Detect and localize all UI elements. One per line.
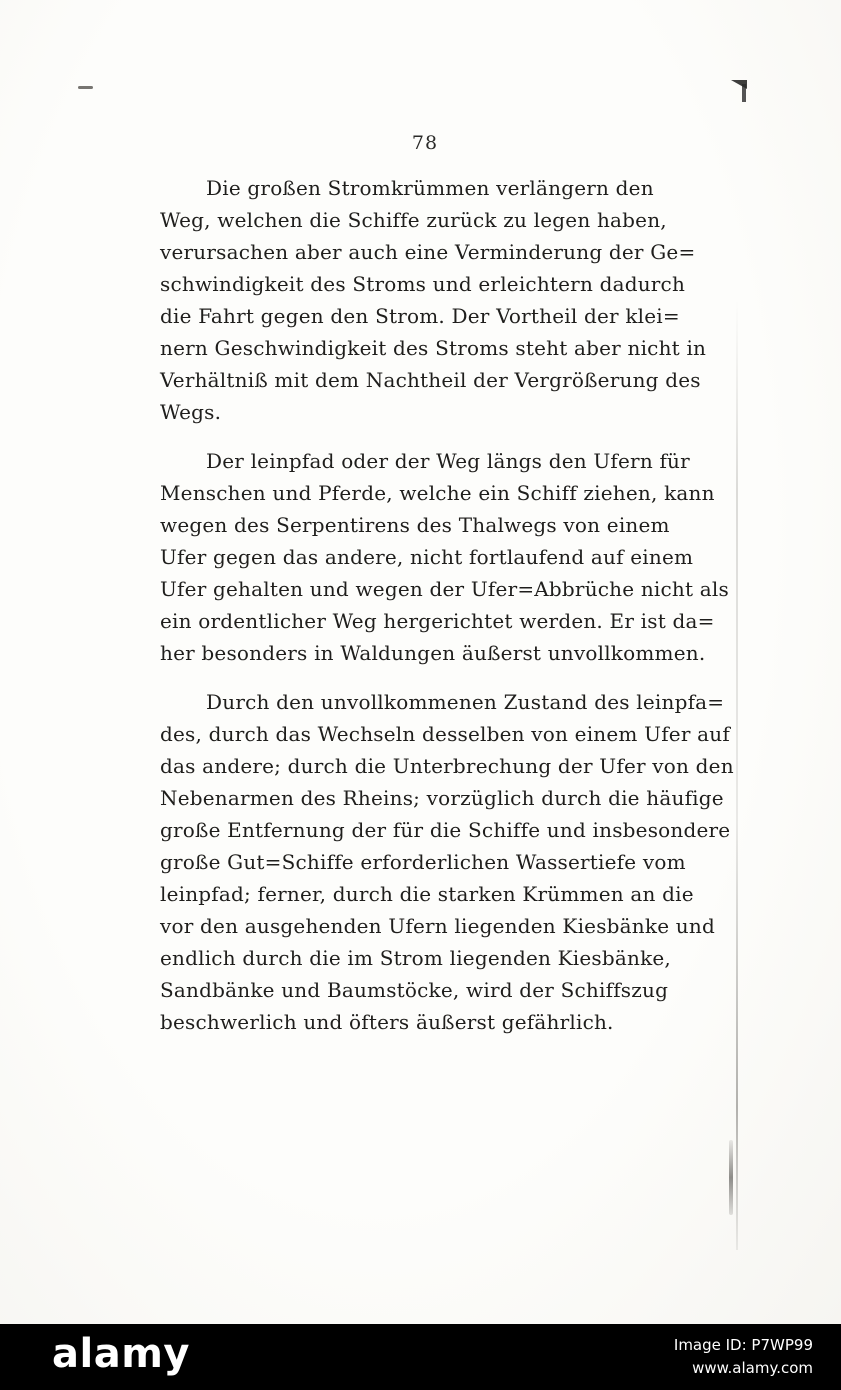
- text-line: Nebenarmen des Rheins; vorzüglich durch die häufige: [160, 786, 724, 810]
- page-corner-mark-stem: [742, 84, 746, 102]
- text-line: große Gut=Schiffe erforderlichen Wassertiefe vom: [160, 850, 686, 874]
- text-line: Wegs.: [160, 400, 222, 424]
- text-line: Menschen und Pferde, welche ein Schiff ziehen, kann: [160, 481, 715, 505]
- watermark-meta: [674, 1334, 813, 1381]
- text-line: Die großen Stromkrümmen verlängern den: [206, 176, 654, 200]
- text-line: endlich durch die im Strom liegenden Kiesbänke,: [160, 946, 671, 970]
- binding-shadow: [736, 300, 738, 1250]
- text-line: her besonders in Waldungen äußerst unvollkommen.: [160, 641, 706, 665]
- text-line: Verhältniß mit dem Nachtheil der Vergrößerung des: [160, 368, 701, 392]
- text-line: Durch den unvollkommenen Zustand des leinpfa=: [206, 690, 725, 714]
- watermark-bar: [0, 1324, 841, 1390]
- text-line: ein ordentlicher Weg hergerichtet werden. Er ist da=: [160, 609, 715, 633]
- text-line: des, durch das Wechseln desselben von einem Ufer auf: [160, 722, 730, 746]
- page-number: 78: [411, 132, 439, 154]
- smudge-mark: [729, 1140, 733, 1215]
- text-line: verursachen aber auch eine Verminderung der Ge=: [160, 240, 696, 264]
- image-id: Image ID: P7WP99: [673, 1335, 813, 1354]
- margin-mark: [78, 86, 93, 89]
- text-line: große Entfernung der für die Schiffe und insbesondere: [160, 818, 731, 842]
- paragraph: [160, 172, 707, 428]
- text-line: wegen des Serpentirens des Thalwegs von einem: [160, 513, 670, 537]
- text-line: Weg, welchen die Schiffe zurück zu legen haben,: [160, 208, 667, 232]
- text-line: Ufer gehalten und wegen der Ufer=Abbrüche nicht als: [160, 577, 729, 601]
- text-line: schwindigkeit des Stroms und erleichtern dadurch: [160, 272, 686, 296]
- paragraph: [160, 445, 729, 669]
- paragraph: [160, 686, 734, 1038]
- text-line: vor den ausgehenden Ufern liegenden Kiesbänke und: [160, 914, 715, 938]
- text-line: Ufer gegen das andere, nicht fortlaufend auf einem: [160, 545, 694, 569]
- text-line: beschwerlich und öfters äußerst gefährlich.: [160, 1010, 614, 1034]
- text-line: die Fahrt gegen den Strom. Der Vortheil der klei=: [160, 304, 680, 328]
- text-line: Der leinpfad oder der Weg längs den Ufern für: [206, 449, 690, 473]
- page-text: [160, 172, 734, 1055]
- text-line: Sandbänke und Baumstöcke, wird der Schiffszug: [160, 978, 669, 1002]
- text-line: leinpfad; ferner, durch die starken Krümmen an die: [160, 882, 694, 906]
- alamy-logo: alamy: [52, 1331, 190, 1377]
- text-line: das andere; durch die Unterbrechung der Ufer von den: [160, 754, 734, 778]
- watermark-url: www.alamy.com: [692, 1359, 813, 1377]
- text-line: nern Geschwindigkeit des Stroms steht aber nicht in: [160, 336, 707, 360]
